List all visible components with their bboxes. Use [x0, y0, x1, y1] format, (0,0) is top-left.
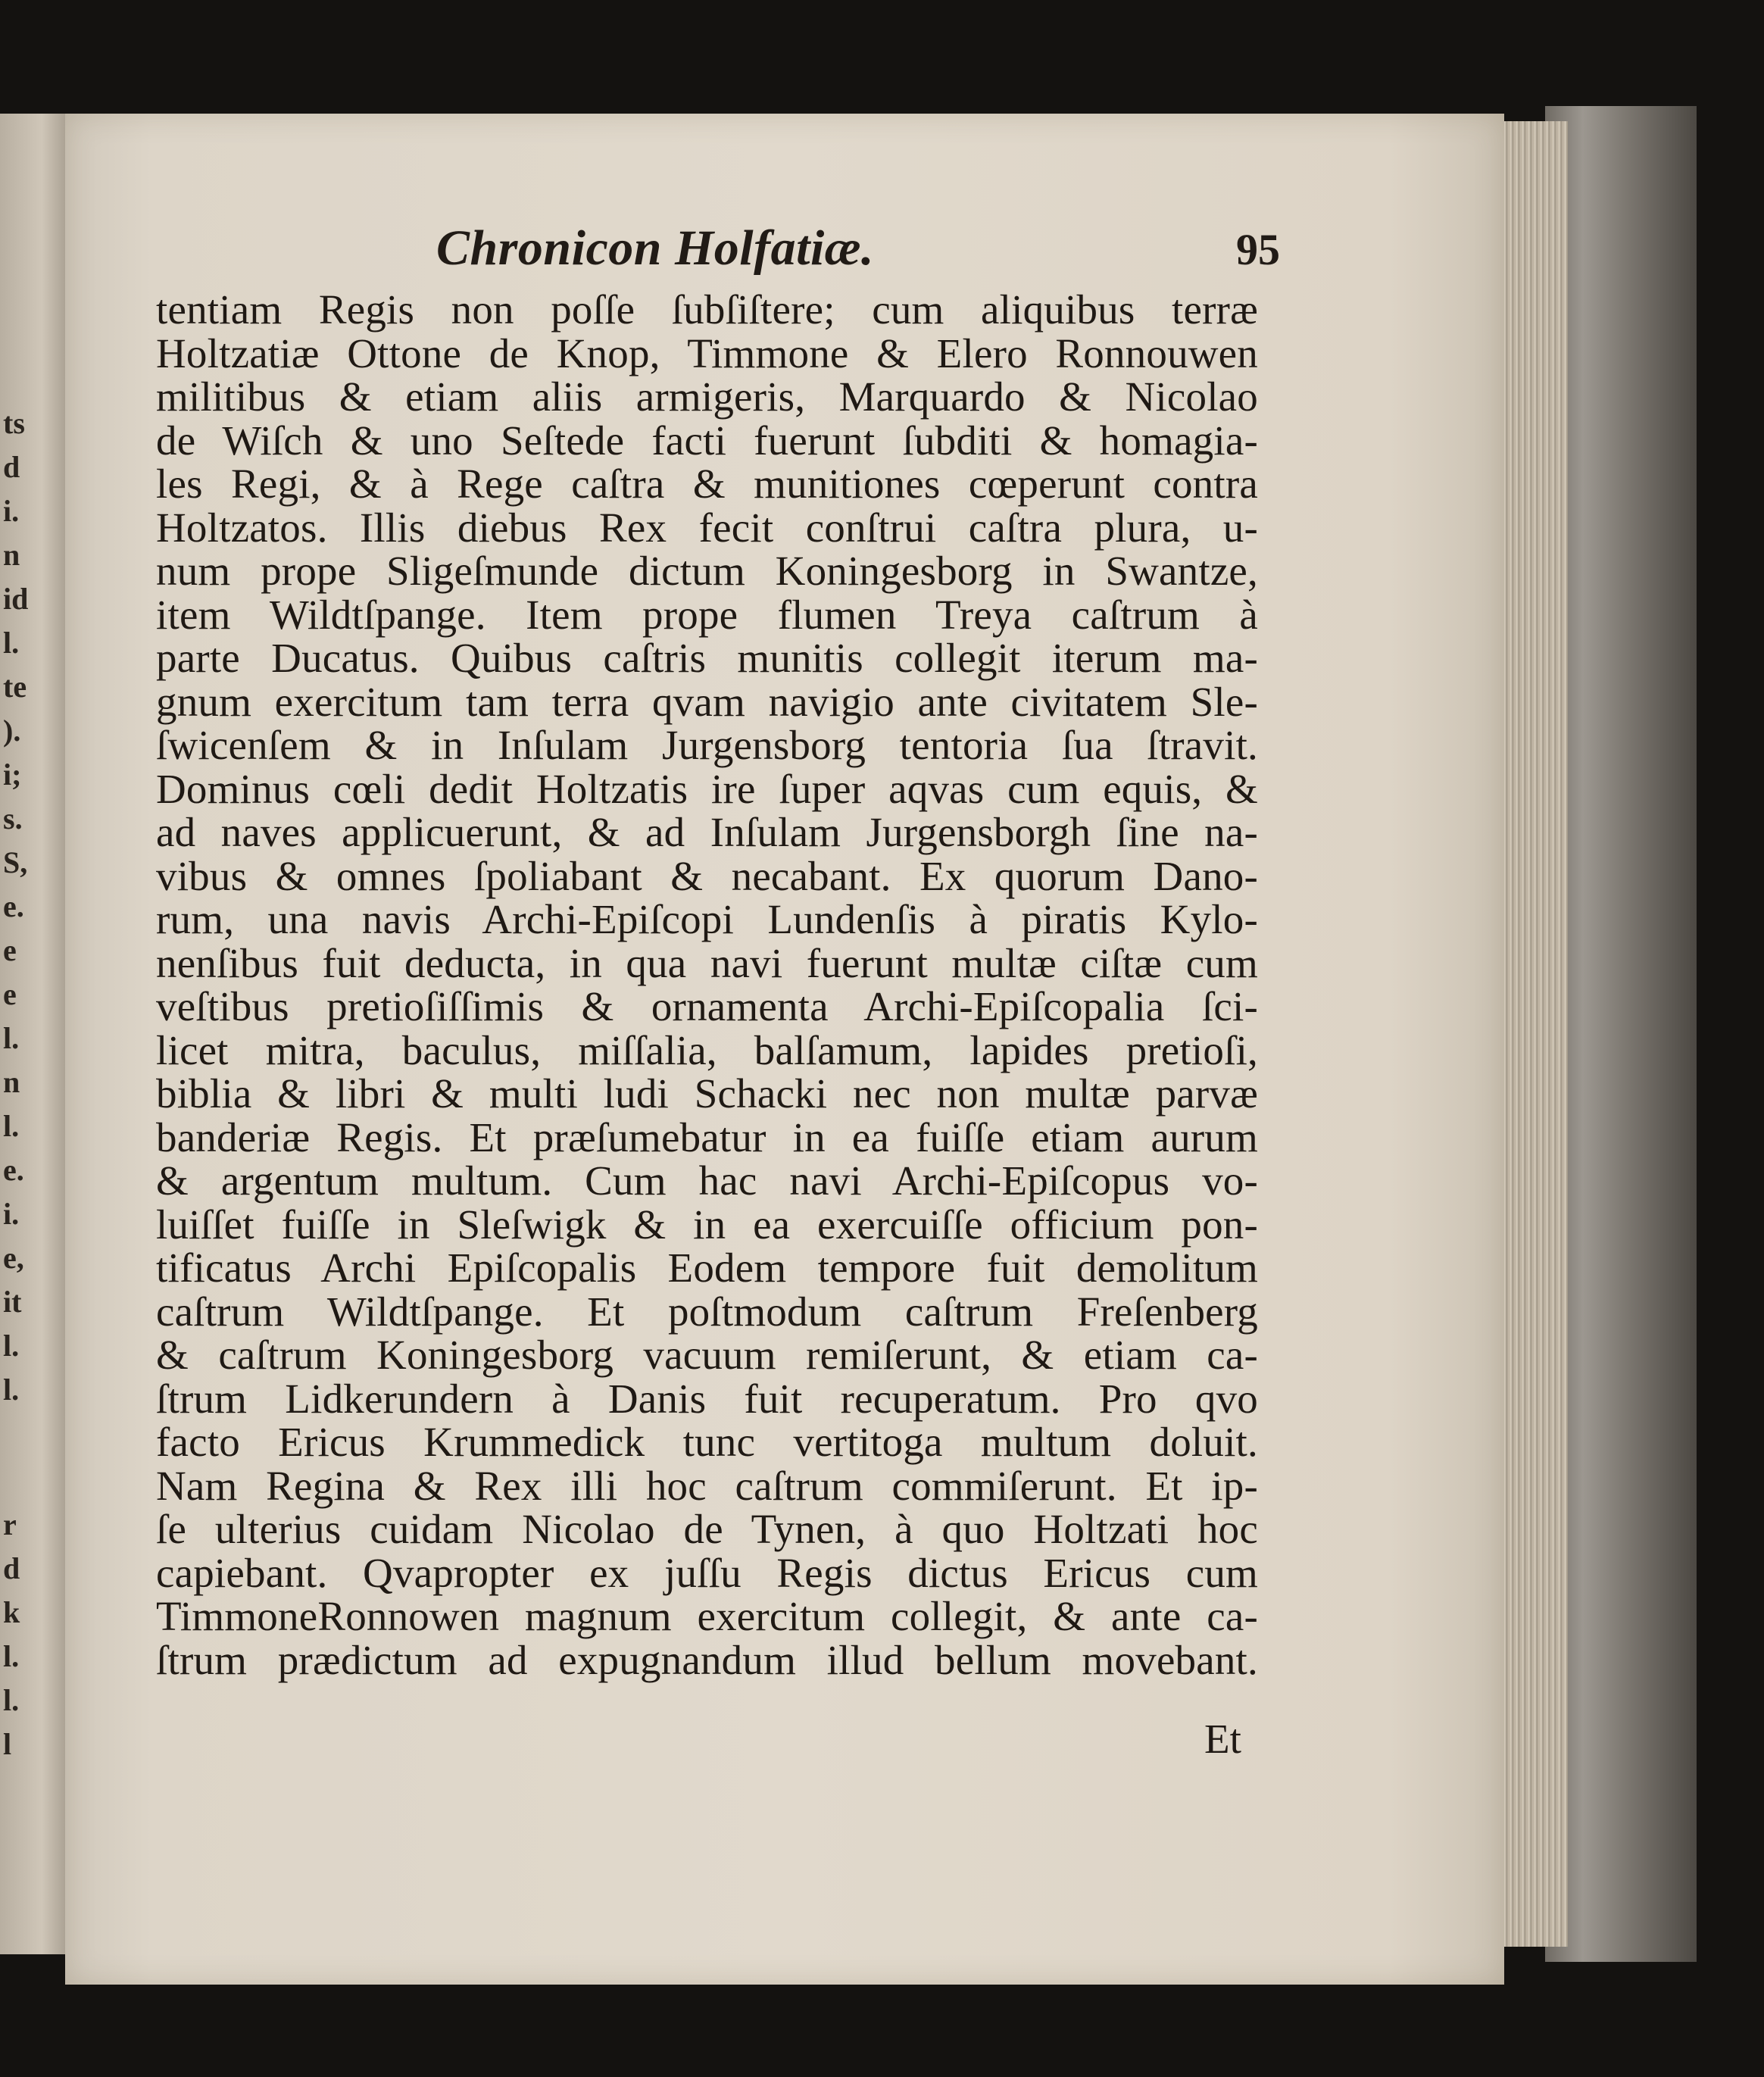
text-line: banderiæ Regis. Et præſumebatur in ea fuiſſe etiam aurum: [156, 1113, 1258, 1160]
text-line: les Regi, & à Rege caſtra & munitiones cœperunt contra: [156, 461, 1258, 507]
text-line: luiſſet fuiſſe in Sleſwigk & in ea exercuiſſe officium pon-: [156, 1201, 1258, 1248]
left-page-text-fragments: [3, 401, 56, 1766]
catchword: Et: [1204, 1716, 1241, 1762]
text-line: facto Ericus Krummedick tunc vertitoga multum doluit.: [156, 1419, 1258, 1465]
text-line: TimmoneRonnowen magnum exercitum collegit, & ante ca-: [156, 1593, 1258, 1639]
text-line: Holtzatiæ Ottone de Knop, Timmone & Elero Ronnouwen: [156, 330, 1258, 376]
text-line: nenſibus fuit deducta, in qua navi fuerunt multæ ciſtæ cum: [156, 939, 1258, 986]
text-line: & argentum multum. Cum hac navi Archi-Epiſcopus vo-: [156, 1157, 1258, 1204]
text-line: capiebant. Qvapropter ex juſſu Regis dictus Ericus cum: [156, 1549, 1258, 1596]
left-page-fragment: S,: [3, 845, 28, 879]
text-line: & caſtrum Koningesborg vacuum remiſerunt, & etiam ca-: [156, 1332, 1258, 1378]
left-page-fragment: k: [3, 1595, 20, 1629]
left-page-fragment: l.: [3, 626, 20, 660]
left-page-fragment: e,: [3, 1241, 24, 1275]
left-page-fragment: l.: [3, 1329, 20, 1363]
left-page-fragment: ).: [3, 714, 21, 748]
text-line: ſwicenſem & in Inſulam Jurgensborg tentoria ſua ſtravit.: [156, 722, 1258, 768]
left-page-fragment: i.: [3, 494, 20, 528]
text-line: tentiam Regis non poſſe ſubſiſtere; cum aliquibus terræ: [156, 286, 1258, 333]
left-page-fragment: e.: [3, 1153, 24, 1187]
text-line: ſe ulterius cuidam Nicolao de Tynen, à quo Holtzati hoc: [156, 1506, 1258, 1552]
text-line: item Wildtſpange. Item prope flumen Treya caſtrum à: [156, 591, 1258, 638]
text-line: Nam Regina & Rex illi hoc caſtrum commiſerunt. Et ip-: [156, 1462, 1258, 1509]
left-page-fragment: i.: [3, 1197, 20, 1231]
text-line: biblia & libri & multi ludi Schacki nec non multæ parvæ: [156, 1070, 1258, 1117]
text-line: caſtrum Wildtſpange. Et poſtmodum caſtrum Freſenberg: [156, 1288, 1258, 1335]
left-page-fragment: n: [3, 1065, 20, 1099]
left-page-fragment: id: [3, 582, 29, 616]
text-line: de Wiſch & uno Seſtede facti fuerunt ſubditi & homagia-: [156, 417, 1258, 464]
left-page-fragment: r: [3, 1507, 17, 1541]
left-page-fragment: s.: [3, 801, 23, 835]
left-page-fragment: l.: [3, 1021, 20, 1055]
left-page-fragment: d: [3, 450, 20, 484]
text-line: gnum exercitum tam terra qvam navigio ante civitatem Sle-: [156, 678, 1258, 725]
text-line: vibus & omnes ſpoliabant & necabant. Ex quorum Dano-: [156, 852, 1258, 899]
left-page-fragment: l: [3, 1727, 12, 1761]
left-page: [0, 114, 70, 1954]
left-page-fragment: i;: [3, 757, 22, 792]
text-line: Holtzatos. Illis diebus Rex fecit conſtrui caſtra plura, u-: [156, 504, 1258, 551]
text-line: militibus & etiam aliis armigeris, Marquardo & Nicolao: [156, 373, 1258, 420]
text-line: veſtibus pretioſiſſimis & ornamenta Archi-Epiſcopalia ſci-: [156, 983, 1258, 1029]
text-line: num prope Sligeſmunde dictum Koningesborg in Swantze,: [156, 548, 1258, 594]
text-line: ſtrum Lidkerundern à Danis fuit recuperatum. Pro qvo: [156, 1375, 1258, 1422]
text-line: tificatus Archi Epiſcopalis Eodem tempore fuit demolitum: [156, 1245, 1258, 1291]
book-cover-edge: [1545, 106, 1697, 1962]
left-page-fragment: e: [3, 977, 17, 1011]
left-page-fragment: l.: [3, 1373, 20, 1407]
left-page-fragment: l.: [3, 1683, 20, 1717]
left-page-fragment: e: [3, 933, 17, 967]
text-line: Dominus cœli dedit Holtzatis ire ſuper aqvas cum equis, &: [156, 765, 1258, 812]
running-title: Chronicon Holfatiæ.: [436, 220, 874, 276]
page-number: 95: [1236, 225, 1280, 274]
left-page-fragment: l.: [3, 1109, 20, 1143]
text-line: ad naves applicuerunt, & ad Inſulam Jurgensborgh ſine na-: [156, 809, 1258, 855]
body-text: [156, 288, 1258, 1682]
left-page-fragment: n: [3, 538, 20, 572]
text-line: ſtrum prædictum ad expugnandum illud bellum movebant.: [156, 1636, 1258, 1683]
text-line: rum, una navis Archi-Epiſcopi Lundenſis à piratis Kylo-: [156, 896, 1258, 942]
left-page-fragment: d: [3, 1551, 20, 1585]
left-page-fragment: ts: [3, 406, 25, 440]
left-page-fragment: it: [3, 1285, 22, 1319]
text-line: parte Ducatus. Quibus caſtris munitis collegit iterum ma-: [156, 635, 1258, 681]
text-line: licet mitra, baculus, miſſalia, balſamum, lapides pretioſi,: [156, 1026, 1258, 1073]
left-page-fragment: l.: [3, 1639, 20, 1673]
left-page-fragment: e.: [3, 889, 24, 923]
left-page-fragment: te: [3, 670, 27, 704]
